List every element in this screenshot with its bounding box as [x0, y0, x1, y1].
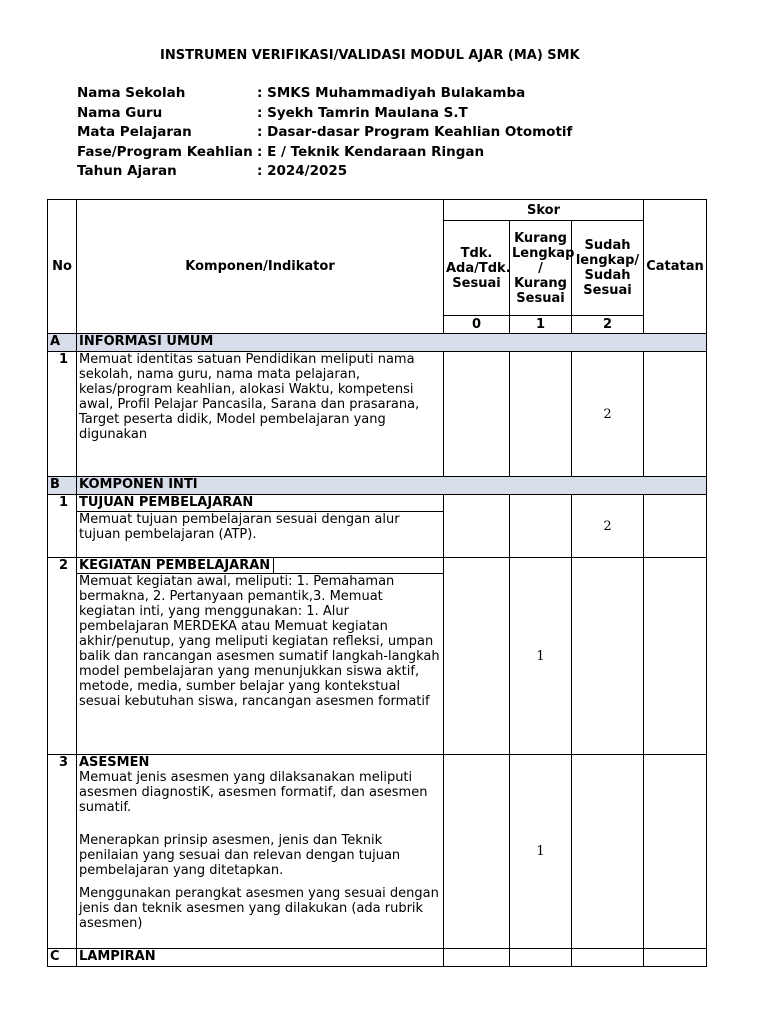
row-paragraph: Memuat jenis asesmen yang dilaksanakan meliputi asesmen diagnostiK, asesmen formatif, dan asesmen sumatif. [79, 770, 428, 815]
info-row-phase [77, 143, 572, 163]
catatan-cell[interactable] [644, 495, 707, 558]
catatan-cell[interactable] [644, 949, 707, 967]
score-cell-0[interactable] [444, 755, 510, 949]
verification-table [47, 199, 707, 967]
section-letter: A [48, 334, 77, 352]
table-row-b2 [48, 558, 707, 755]
header-no: No [48, 200, 77, 334]
score-cell-1[interactable]: 1 [510, 558, 572, 755]
header-catatan: Catatan [644, 200, 707, 334]
score-cell-2[interactable] [572, 558, 644, 755]
info-label: Mata Pelajaran [77, 124, 192, 140]
score-cell-1[interactable] [510, 495, 572, 558]
table-row-a1 [48, 352, 707, 477]
section-row-b [48, 477, 707, 495]
section-row-a [48, 334, 707, 352]
section-title: LAMPIRAN [77, 949, 444, 967]
score-cell-2[interactable] [572, 949, 644, 967]
info-value: : Dasar-dasar Program Keahlian Otomotif [257, 124, 572, 140]
info-value: : 2024/2025 [257, 163, 347, 179]
row-heading: KEGIATAN PEMBELAJARAN [77, 558, 274, 573]
info-label: Nama Guru [77, 104, 163, 121]
document-title: INSTRUMEN VERIFIKASI/VALIDASI MODUL AJAR (MA) SMK [160, 48, 580, 63]
info-row-school [77, 84, 572, 104]
row-text: Memuat identitas satuan Pendidikan meliputi nama sekolah, nama guru, nama mata pelajaran, kelas/program keahlian, alokasi Waktu, kompetensi awal, Profil Pelajar Pancasila, Sarana dan prasarana, Target peserta didik, Model pembelajaran yang digunakan [77, 352, 444, 477]
info-label: Fase/Program Keahlian [77, 143, 253, 160]
row-text: Memuat tujuan pembelajaran sesuai dengan alur tujuan pembelajaran (ATP). [79, 512, 400, 542]
header-score-2: 2 [572, 316, 644, 334]
header-score-2-label: Sudah lengkap/ Sudah Sesuai [572, 221, 644, 316]
score-cell-1[interactable] [510, 949, 572, 967]
info-row-subject [77, 123, 572, 143]
section-letter: C [48, 949, 77, 967]
section-letter: B [48, 477, 77, 495]
row-number: 2 [48, 558, 77, 755]
header-row [48, 200, 707, 221]
catatan-cell[interactable] [644, 352, 707, 477]
row-paragraph: Menerapkan prinsip asesmen, jenis dan Teknik penilaian yang sesuai dan relevan dengan tujuan pembelajaran yang ditetapkan. [79, 833, 401, 878]
section-title: KOMPONEN INTI [77, 477, 707, 495]
row-text: Memuat kegiatan awal, meliputi: 1. Pemahaman bermakna, 2. Pertanyaan pemantik,3. Memuat kegiatan inti, yang menggunakan: 1. Alur pembelajaran MERDEKA atau Memuat kegiatan akhir/penutup, yang meliputi kegiatan refleksi, umpan balik dan rancangan asesmen sumatif langkah-langkah model pembelajaran yang menunjukkan siswa aktif, metode, media, sumber belajar yang kontekstual sesuai kebutuhan siswa, rancangan asesmen formatif [79, 574, 440, 709]
score-cell-0[interactable] [444, 949, 510, 967]
table-row-b3 [48, 755, 707, 949]
info-row-teacher [77, 104, 572, 124]
header-komponen: Komponen/Indikator [77, 200, 444, 334]
info-label: Tahun Ajaran [77, 163, 177, 179]
info-label: Nama Sekolah [77, 85, 186, 101]
row-number: 1 [48, 352, 77, 477]
header-score-1: 1 [510, 316, 572, 334]
catatan-cell[interactable] [644, 755, 707, 949]
info-value: : Syekh Tamrin Maulana S.T [257, 105, 468, 121]
header-score-1-label: Kurang Lengkap / Kurang Sesuai [510, 221, 572, 316]
info-row-year [77, 162, 572, 182]
score-cell-2[interactable]: 2 [572, 495, 644, 558]
row-content [77, 558, 444, 755]
info-value: : E / Teknik Kendaraan Ringan [257, 144, 484, 160]
section-title: INFORMASI UMUM [77, 334, 707, 352]
row-number: 3 [48, 755, 77, 949]
score-cell-1[interactable] [510, 352, 572, 477]
info-value: : SMKS Muhammadiyah Bulakamba [257, 85, 525, 101]
catatan-cell[interactable] [644, 558, 707, 755]
score-cell-1[interactable]: 1 [510, 755, 572, 949]
table-row-b1 [48, 495, 707, 558]
score-cell-0[interactable] [444, 495, 510, 558]
row-content [77, 495, 444, 558]
score-cell-2[interactable] [572, 755, 644, 949]
header-score-0: 0 [444, 316, 510, 334]
row-content [77, 755, 444, 949]
header-score-0-label: Tdk. Ada/Tdk. Sesuai [444, 221, 510, 316]
row-heading: ASESMEN [79, 755, 150, 770]
score-cell-0[interactable] [444, 558, 510, 755]
header-skor: Skor [444, 200, 644, 221]
section-row-c [48, 949, 707, 967]
row-heading: TUJUAN PEMBELAJARAN [77, 495, 443, 512]
row-paragraph: Menggunakan perangkat asesmen yang sesuai dengan jenis dan teknik asesmen yang dilakukan (ada rubrik asesmen) [79, 886, 439, 931]
score-cell-2[interactable]: 2 [572, 352, 644, 477]
identity-info [77, 84, 572, 182]
row-heading-wrap [77, 558, 443, 574]
score-cell-0[interactable] [444, 352, 510, 477]
row-number: 1 [48, 495, 77, 558]
